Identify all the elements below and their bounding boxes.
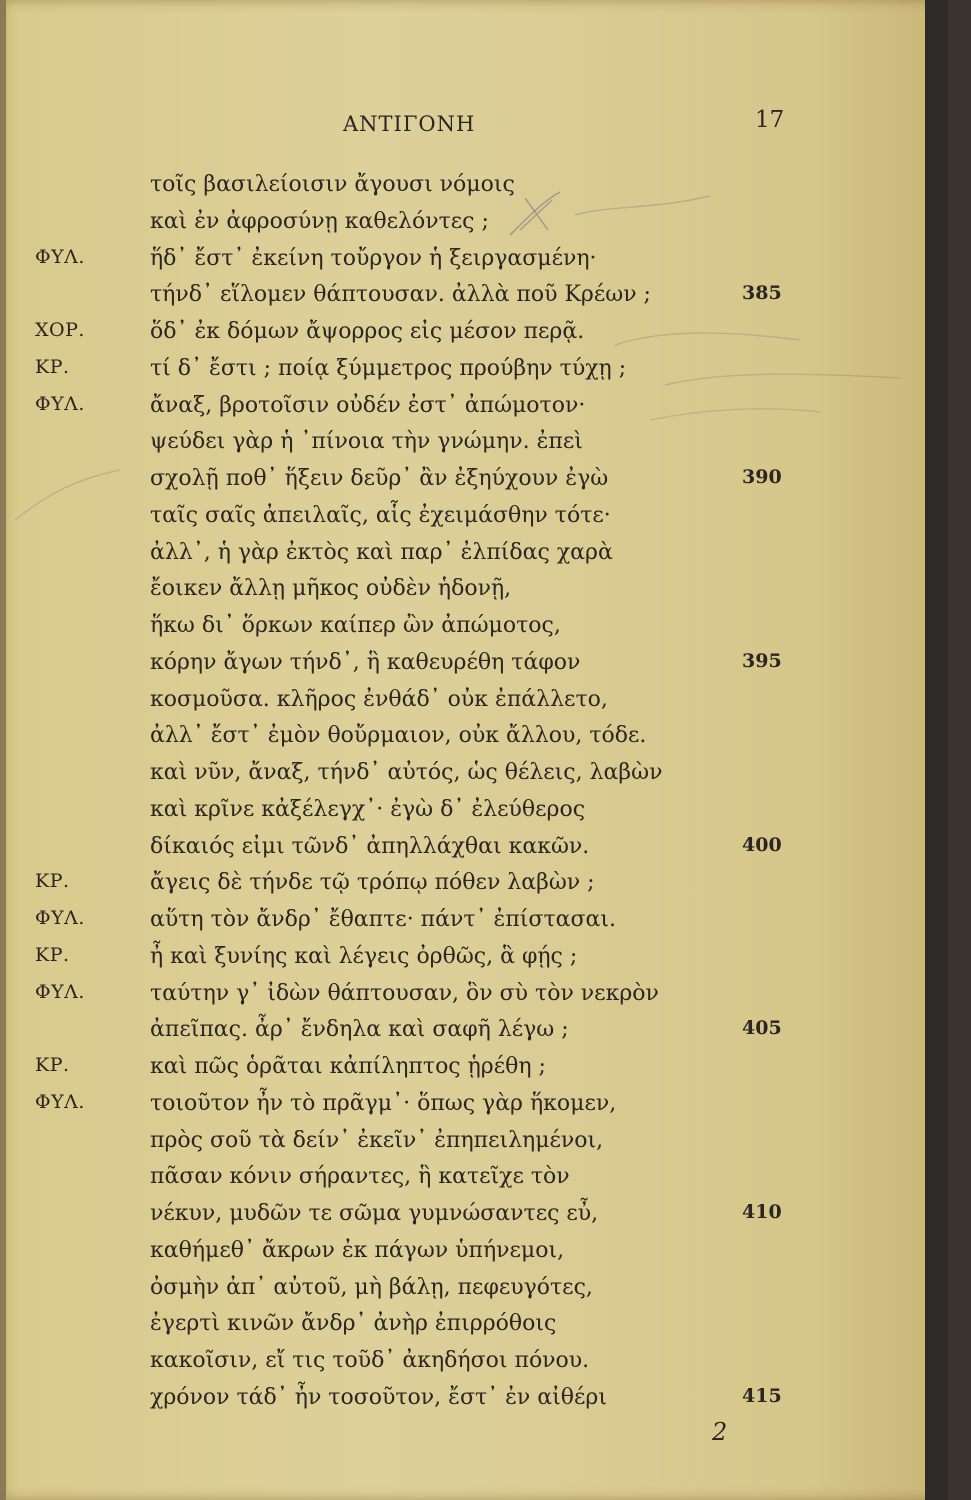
verse-text: ἄγεις δὲ τήνδε τῷ τρόπῳ πόθεν λαβὼν ; (150, 870, 595, 896)
line-number: 415 (742, 1384, 782, 1407)
verse-text: καὶ ἐν ἀφροσύνῃ καθελόντες ; (150, 208, 489, 234)
verse-text: ἥδ᾿ ἔστ᾿ ἐκείνη τοὔργον ἡ ξειργασμένη· (150, 245, 597, 271)
verse-text: ἥκω δι᾿ ὅρκων καίπερ ὢν ἀπώμοτος, (150, 613, 561, 638)
verse-text: τί δ᾿ ἔστι ; ποίᾳ ξύμμετρος προύβην τύχῃ ; (150, 355, 627, 381)
verse-text: δίκαιός εἰμι τῶνδ᾿ ἀπηλλάχθαι κακῶν. (150, 833, 590, 859)
line-number: 385 (742, 282, 782, 305)
verse-text: ὅδ᾿ ἐκ δόμων ἄψορρος εἰς μέσον περᾷ. (150, 319, 585, 344)
verse-text: τοιοῦτον ἦν τὸ πρᾶγμ᾿· ὅπως γὰρ ἥκομεν, (150, 1090, 617, 1116)
line-number: 390 (742, 466, 782, 488)
verse-text: καὶ πῶς ὁρᾶται κἀπίληπτος ᾑρέθη ; (150, 1054, 546, 1079)
line-number: 400 (742, 833, 782, 856)
verse-text: ἔοικεν ἄλλῃ μῆκος οὐδὲν ἡδονῇ, (150, 576, 512, 602)
speaker-label: ΚΡ. (35, 943, 70, 966)
verse-text: ταῖς σαῖς ἀπειλαῖς, αἷς ἐχειμάσθην τότε· (150, 502, 611, 528)
speaker-label: ΦΥΛ. (35, 907, 85, 929)
line-number: 395 (742, 649, 782, 672)
line-number: 405 (742, 1017, 782, 1040)
verse-text: ἀλλ᾿, ἡ γὰρ ἐκτὸς καὶ παρ᾿ ἐλπίδας χαρὰ (150, 539, 613, 565)
line-number: 410 (742, 1201, 782, 1223)
speaker-label: ΚΡ. (35, 870, 70, 893)
speaker-label: ΚΡ. (35, 355, 70, 378)
verse-text: ἐγερτὶ κινῶν ἄνδρ᾿ ἀνὴρ ἐπιρρόθοις (150, 1311, 557, 1337)
speaker-label: ΦΥΛ. (35, 245, 85, 268)
verse-text: σχολῇ ποθ᾿ ἥξειν δεῦρ᾿ ἂν ἐξηύχουν ἐγὼ (150, 466, 609, 491)
speaker-label: ΦΥΛ. (35, 392, 85, 415)
speaker-label: ΦΥΛ. (35, 1090, 85, 1113)
verse-text: ταύτην γ᾿ ἰδὼν θάπτουσαν, ὃν σὺ τὸν νεκρὸν (150, 980, 659, 1006)
verse-text: ἦ καὶ ξυνίης καὶ λέγεις ὀρθῶς, ἃ φῄς ; (150, 943, 578, 969)
verse-text: καὶ νῦν, ἄναξ, τήνδ᾿ αὐτός, ὡς θέλεις, λαβὼν (150, 760, 663, 785)
verse-text: καθήμεθ᾿ ἄκρων ἐκ πάγων ὑπήνεμοι, (150, 1237, 565, 1263)
verse-text: νέκυν, μυδῶν τε σῶμα γυμνώσαντες εὖ, (150, 1201, 599, 1226)
verse-text: χρόνον τάδ᾿ ἦν τοσοῦτον, ἔστ᾿ ἐν αἰθέρι (150, 1384, 607, 1410)
speaker-label: ΚΡ. (35, 1054, 70, 1076)
verse-text: τοῖς βασιλείοισιν ἄγουσι νόμοις (150, 172, 515, 197)
verse-text: τήνδ᾿ εἵλομεν θάπτουσαν. ἀλλὰ ποῦ Κρέων ; (150, 282, 651, 308)
verse-text: ἀλλ᾿ ἔστ᾿ ἐμὸν θοὔρμαιον, οὐκ ἄλλου, τόδε. (150, 723, 647, 749)
verse-text: πᾶσαν κόνιν σήραντες, ἣ κατεῖχε τὸν (150, 1164, 570, 1190)
verse-text: κοσμοῦσα. κλῆρος ἐνθάδ᾿ οὐκ ἐπάλλετο, (150, 686, 608, 712)
verse-text: πρὸς σοῦ τὰ δείν᾿ ἐκεῖν᾿ ἐπηπειλημένοι, (150, 1127, 604, 1153)
verse-text: ἄναξ, βροτοῖσιν οὐδέν ἐστ᾿ ἀπώμοτον· (150, 392, 586, 418)
verse-text: ψεύδει γὰρ ἡ ᾿πίνοια τὴν γνώμην. ἐπεὶ (150, 429, 583, 455)
verse-text: κόρην ἄγων τήνδ᾿, ἣ καθευρέθη τάφον (150, 649, 581, 675)
verse-text: ἀπεῖπας. ἆρ᾿ ἔνδηλα καὶ σαφῆ λέγω ; (150, 1017, 569, 1043)
verse-text: ὀσμὴν ἀπ᾿ αὐτοῦ, μὴ βάλῃ, πεφευγότες, (150, 1274, 593, 1300)
verse-text: καὶ κρῖνε κἀξέλεγχ᾿· ἐγὼ δ᾿ ἐλεύθερος (150, 796, 586, 822)
speaker-label: ΧΟΡ. (35, 319, 85, 341)
running-title: ΑΝΤΙΓΟΝΗ (343, 112, 476, 136)
signature-mark: 2 (712, 1418, 728, 1446)
speaker-label: ΦΥΛ. (35, 980, 85, 1003)
verse-text: αὕτη τὸν ἄνδρ᾿ ἔθαπτε· πάντ᾿ ἐπίστασαι. (150, 907, 616, 932)
verse-text: κακοῖσιν, εἴ τις τοῦδ᾿ ἀκηδήσοι πόνου. (150, 1348, 590, 1373)
page-number: 17 (755, 107, 785, 133)
